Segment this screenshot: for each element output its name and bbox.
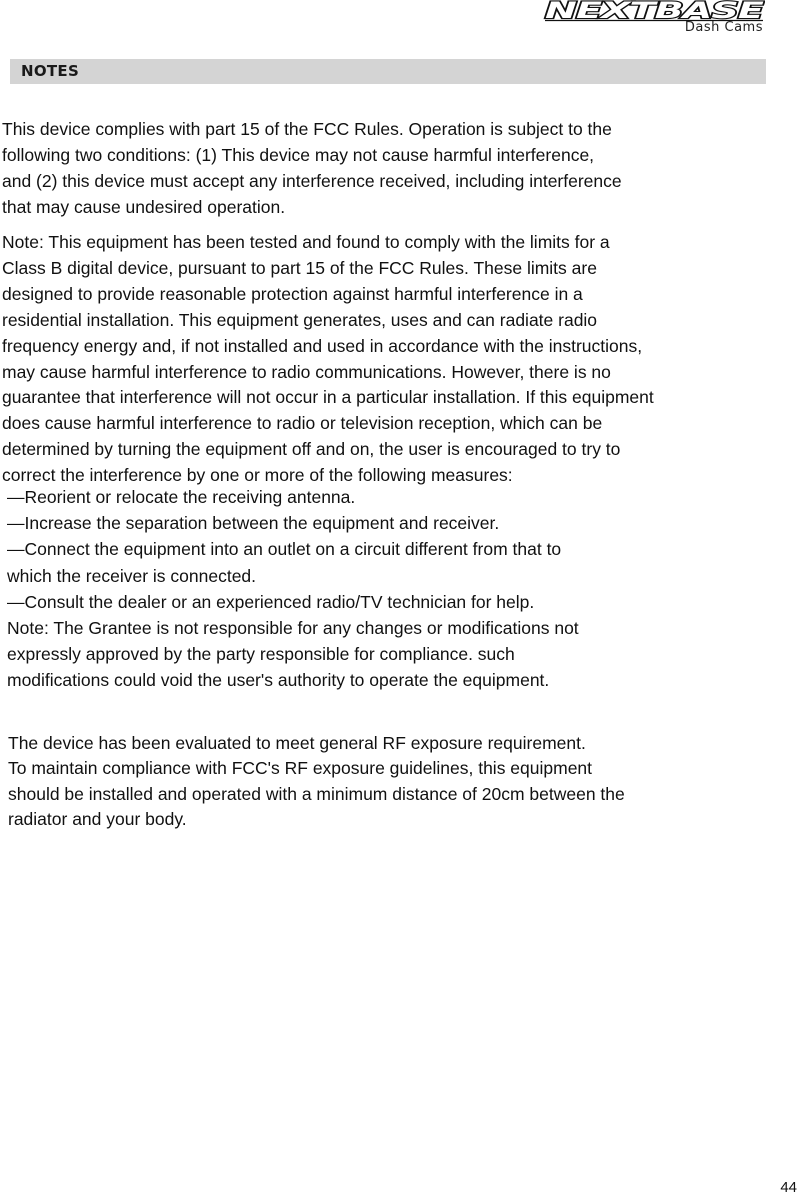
text-line: may cause harmful interference to radio communications. However, there is no [2, 361, 611, 382]
nextbase-logo [543, 0, 765, 38]
text-line: Class B digital device, pursuant to part 15 of the FCC Rules. These limits are [2, 257, 597, 278]
text-line: frequency energy and, if not installed and used in accordance with the instructions, [2, 335, 643, 356]
text-line: This device complies with part 15 of the FCC Rules. Operation is subject to the [2, 119, 612, 139]
text-line: designed to provide reasonable protection against harmful interference in a [2, 283, 583, 304]
fcc-compliance-paragraph [2, 117, 622, 221]
notes-section-header [10, 59, 766, 84]
text-line: radiator and your body. [8, 808, 187, 829]
page-number: 44 [780, 1179, 797, 1196]
list-item: —Increase the separation between the equipment and receiver. [7, 513, 500, 534]
list-item: —Consult the dealer or an experienced radio/TV technician for help. [7, 591, 535, 612]
text-line: residential installation. This equipment generates, uses and can radiate radio [2, 309, 598, 330]
section-title: NOTES [21, 62, 80, 80]
text-line: Note: This equipment has been tested and found to comply with the limits for a [2, 232, 610, 252]
list-item: which the receiver is connected. [7, 565, 257, 586]
text-line: correct the interference by one or more of the following measures: [2, 465, 513, 486]
text-line: determined by turning the equipment off and on, the user is encouraged to try to [2, 439, 621, 460]
rf-exposure-paragraph [8, 731, 625, 832]
class-b-note-paragraph [2, 230, 654, 489]
text-line: following two conditions: (1) This device may not cause harmful interference, [2, 144, 595, 165]
text-line: expressly approved by the party responsible for compliance. such [7, 644, 515, 665]
measures-list [7, 484, 579, 694]
text-line: that may cause undesired operation. [2, 196, 286, 217]
text-line: To maintain compliance with FCC's RF exposure guidelines, this equipment [8, 758, 593, 779]
text-line: guarantee that interference will not occur in a particular installation. If this equipment [2, 387, 654, 408]
list-item: —Reorient or relocate the receiving antenna. [7, 487, 356, 507]
logo-subtitle: Dash Cams [684, 20, 763, 35]
text-line: The device has been evaluated to meet general RF exposure requirement. [8, 733, 586, 753]
logo-text: NEXTBASE [545, 0, 764, 22]
text-line: modifications could void the user's authority to operate the equipment. [7, 670, 550, 691]
text-line: and (2) this device must accept any interference received, including interference [2, 170, 622, 191]
nextbase-wordmark [543, 0, 765, 22]
text-line: should be installed and operated with a minimum distance of 20cm between the [8, 783, 625, 804]
list-item: —Connect the equipment into an outlet on a circuit different from that to [7, 539, 562, 560]
text-line: does cause harmful interference to radio or television reception, which can be [2, 413, 603, 434]
text-line: Note: The Grantee is not responsible for any changes or modifications not [7, 618, 579, 639]
